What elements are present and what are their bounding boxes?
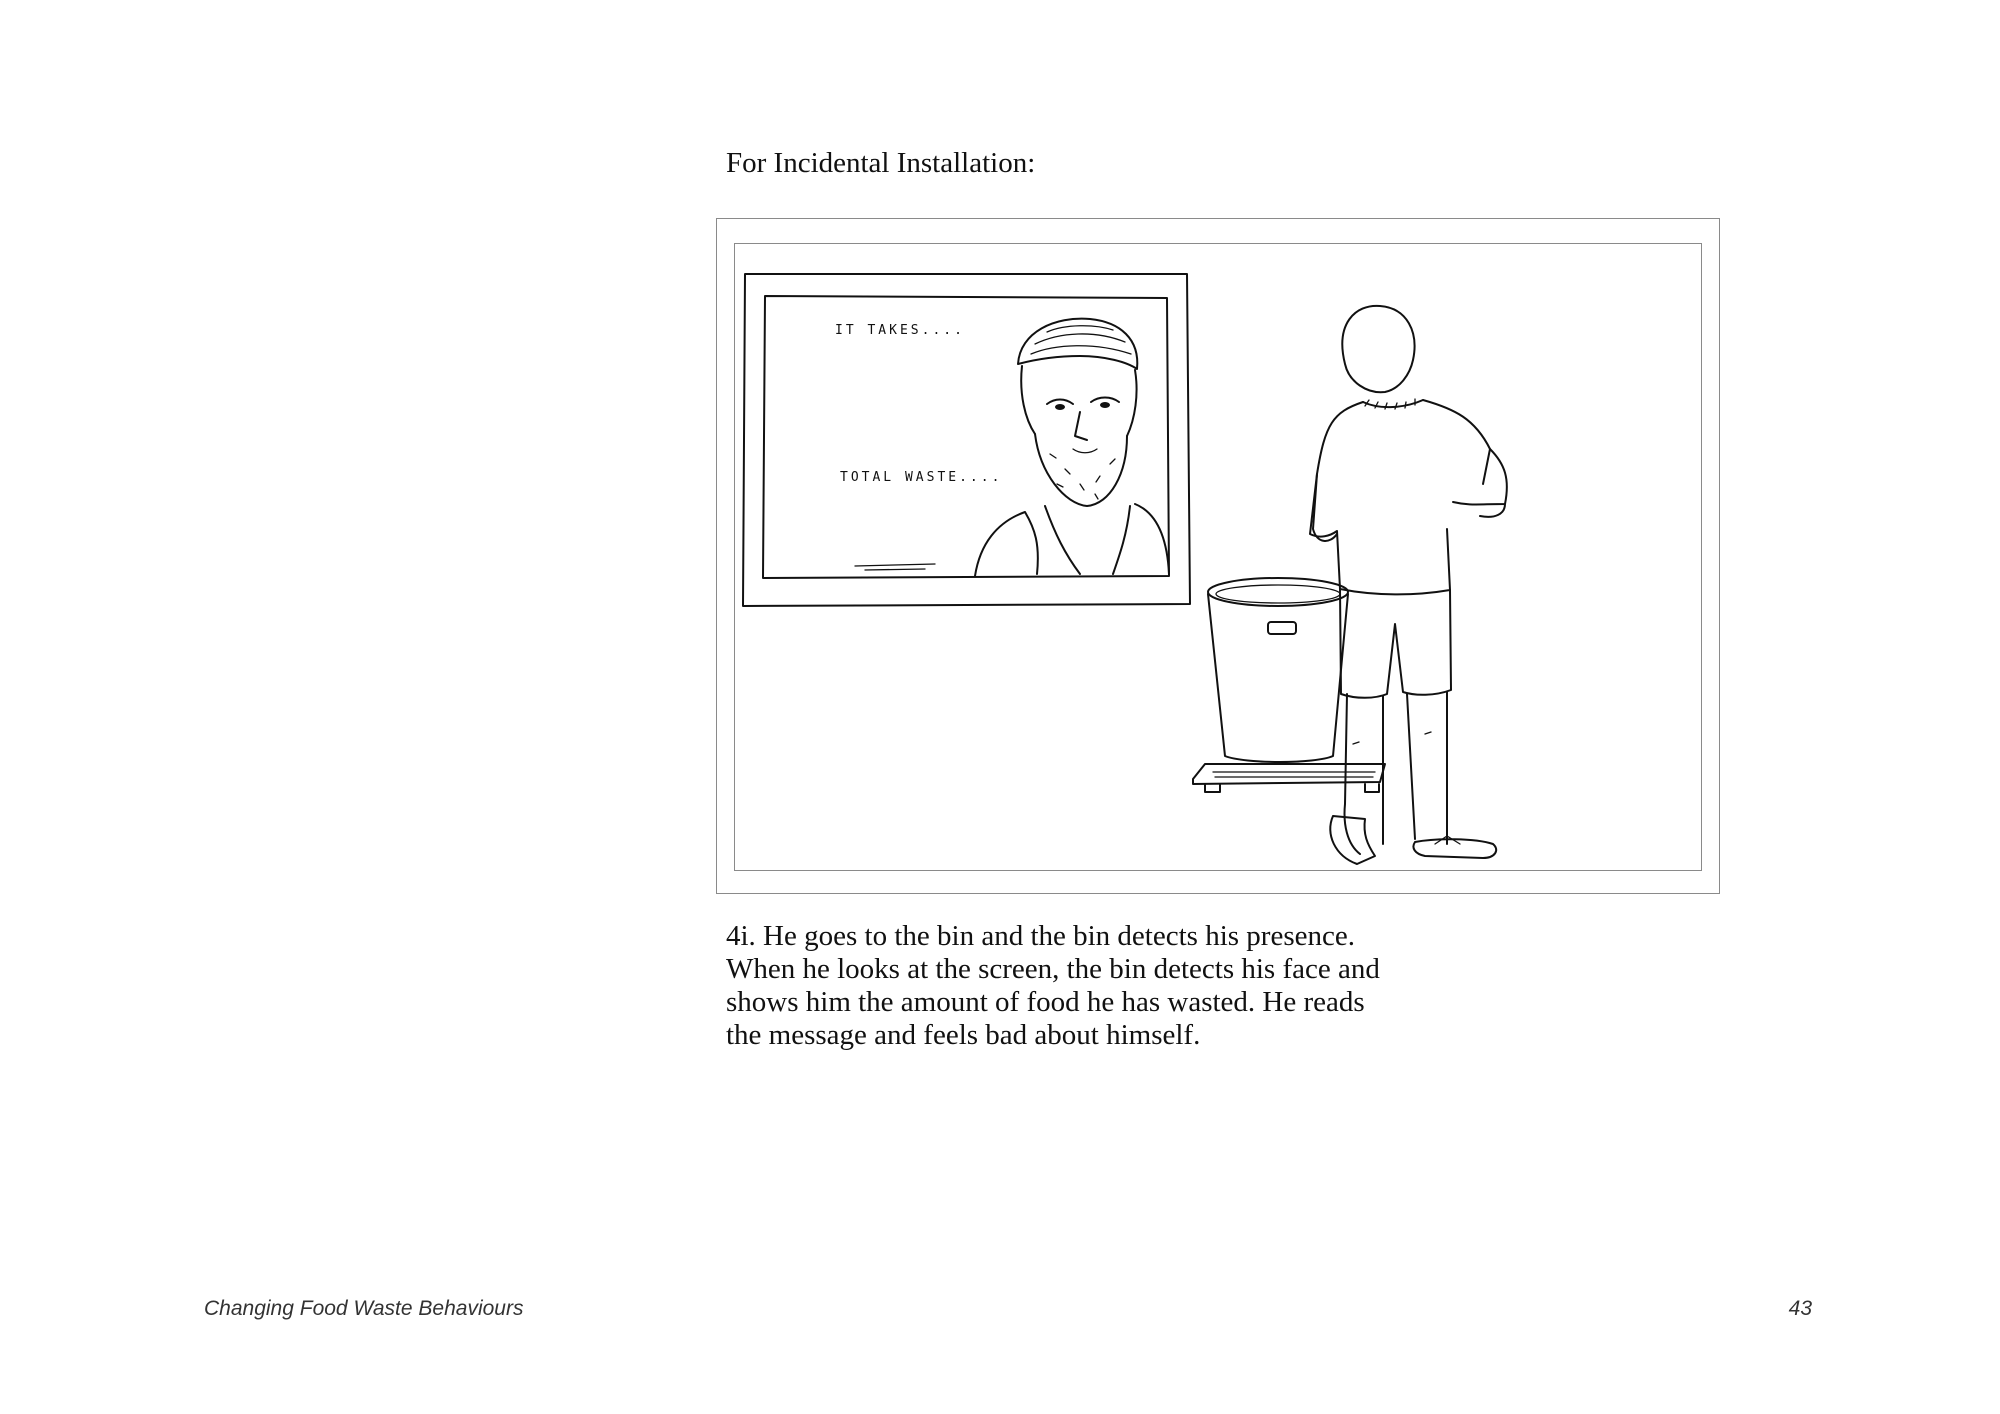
caption-line: the message and feels bad about himself. [726, 1019, 1201, 1051]
screen-text-bottom: TOTAL WASTE.... [840, 470, 1003, 485]
caption-line: shows him the amount of food he has wasted. He reads [726, 986, 1365, 1018]
screen-text-top: IT TAKES.... [835, 323, 965, 338]
person-from-behind [1310, 306, 1507, 864]
illustration-inner-frame [734, 243, 1702, 871]
storyboard-sketch [735, 244, 1702, 871]
caption-line: When he looks at the screen, the bin detects his face and [726, 953, 1380, 985]
caption-line: 4i. He goes to the bin and the bin detects his presence. [726, 920, 1355, 952]
storyboard-caption [726, 920, 1380, 1052]
bin-scale [1193, 764, 1385, 792]
illustration-frame [716, 218, 1720, 894]
face-on-screen [975, 319, 1169, 576]
section-heading: For Incidental Installation: [726, 147, 1036, 179]
waste-bin [1208, 578, 1348, 762]
page-number: 43 [1788, 1297, 1812, 1320]
footer-document-title: Changing Food Waste Behaviours [204, 1297, 524, 1320]
wall-screen [743, 274, 1190, 606]
